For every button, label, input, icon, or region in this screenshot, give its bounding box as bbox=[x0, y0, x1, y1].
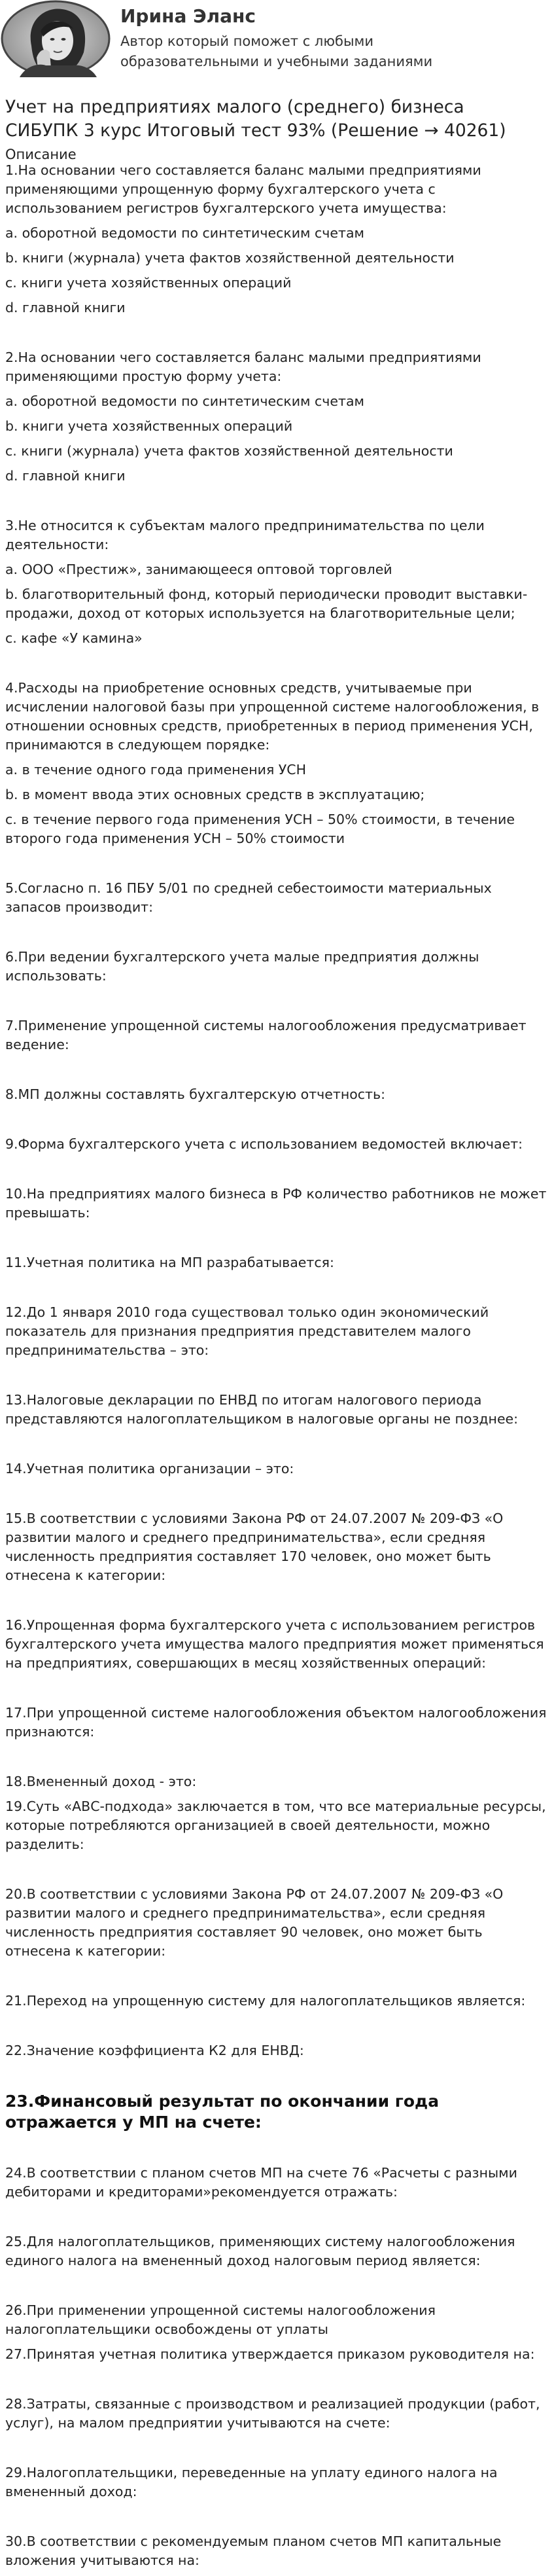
answer-option: b. благотворительный фонд, который периодически проводит выставки-продажи, доход от которых используется на благотворительные цели; bbox=[5, 586, 528, 621]
question-text: 30.В соответствии с рекомендуемым планом счетов МП капитальные вложения учитываются на: bbox=[5, 2533, 502, 2568]
question-text: 20.В соответствии с условиями Закона РФ от 24.07.2007 № 209-ФЗ «О развитии малого и среднего предпринимательства», если средняя численность предприятия составляет 90 человек, оно может быть отнесена к категории: bbox=[5, 1886, 504, 1959]
questions-list bbox=[5, 161, 551, 2576]
author-description: Автор который поможет с любыми образовательными и учебными заданиями bbox=[120, 33, 433, 69]
question-text: 4.Расходы на приобретение основных средств, учитываемые при исчислении налоговой базы при упрощенной системе налогообложения, в отношении основных средств, приобретенных в период применения УСН, принимаются в следующем порядке: bbox=[5, 680, 540, 753]
question-text: 3.Не относится к субъектам малого предпринимательства по цели деятельности: bbox=[5, 518, 485, 552]
question-text: 10.На предприятиях малого бизнеса в РФ количество работников не может превышать: bbox=[5, 1186, 547, 1221]
question-text: 14.Учетная политика организации – это: bbox=[5, 1461, 294, 1476]
question-text: 27.Принятая учетная политика утверждается приказом руководителя на: bbox=[5, 2346, 535, 2362]
answer-option: c. книги учета хозяйственных операций bbox=[5, 275, 292, 291]
description-label: Описание bbox=[5, 147, 77, 162]
question-text: 2.На основании чего составляется баланс малыми предприятиями применяющими простую форму учета: bbox=[5, 349, 481, 384]
question-text: 13.Налоговые декларации по ЕНВД по итогам налогового периода представляются налогоплательщиком в налоговые органы не позднее: bbox=[5, 1392, 519, 1427]
question-text: 16.Упрощенная форма бухгалтерского учета с использованием регистров бухгалтерского учета имущества малого предприятия может применяться на предприятиях, совершающих в месяц хозяйственных операций: bbox=[5, 1617, 544, 1671]
answer-option: a. в течение одного года применения УСН bbox=[5, 762, 307, 778]
question-text: 25.Для налогоплательщиков, применяющих систему налогообложения единого налога на вмененный доход налоговым период является: bbox=[5, 2234, 515, 2268]
question-text-bold: 23.Финансовый результат по окончании года отражается у МП на счете: bbox=[5, 2092, 440, 2132]
answer-option: d. главной книги bbox=[5, 468, 126, 484]
question-text: 29.Налогоплательщики, переведенные на уплату единого налога на вмененный доход: bbox=[5, 2465, 498, 2499]
answer-option: d. главной книги bbox=[5, 300, 126, 315]
question-text: 11.Учетная политика на МП разрабатывается: bbox=[5, 1255, 334, 1270]
answer-option: b. в момент ввода этих основных средств в эксплуатацию; bbox=[5, 787, 425, 802]
question-text: 9.Форма бухгалтерского учета с использованием ведомостей включает: bbox=[5, 1136, 523, 1152]
question-text: 8.МП должны составлять бухгалтерскую отчетность: bbox=[5, 1086, 385, 1102]
question-text: 7.Применение упрощенной системы налогообложения предусматривает ведение: bbox=[5, 1018, 527, 1052]
page-title: Учет на предприятиях малого (среднего) бизнеса СИБУПК 3 курс Итоговый тест 93% (Решение → 40261) bbox=[5, 97, 506, 141]
question-text: 6.При ведении бухгалтерского учета малые предприятия должны использовать: bbox=[5, 949, 479, 984]
answer-option: b. книги (журнала) учета фактов хозяйственной деятельности bbox=[5, 250, 455, 266]
question-text: 28.Затраты, связанные с производством и реализацией продукции (работ, услуг), на малом предприятии учитываются на счете: bbox=[5, 2396, 540, 2431]
question-text: 26.При применении упрощенной системы налогообложения налогоплательщики освобождены от уплаты bbox=[5, 2302, 436, 2337]
answer-option: c. кафе «У камина» bbox=[5, 630, 143, 646]
question-text: 5.Согласно п. 16 ПБУ 5/01 по средней себестоимости материальных запасов производит: bbox=[5, 880, 492, 915]
avatar[interactable] bbox=[0, 0, 111, 77]
author-name[interactable]: Ирина Эланс bbox=[120, 5, 256, 27]
question-text: 21.Переход на упрощенную систему для налогоплательщиков является: bbox=[5, 1993, 526, 2009]
question-text: 12.До 1 января 2010 года существовал только один экономический показатель для признания предприятия представителем малого предпринимательства – это: bbox=[5, 1304, 489, 1358]
question-text: 17.При упрощенной системе налогообложения объектом налогообложения признаются: bbox=[5, 1705, 547, 1740]
question-text: 24.В соответствии с планом счетов МП на счете 76 «Расчеты с разными дебиторами и кредиторами»рекомендуется отражать: bbox=[5, 2165, 517, 2200]
question-text: 1.На основании чего составляется баланс малыми предприятиями применяющими упрощенную форму бухгалтерского учета с использованием регистров бухгалтерского учета имущества: bbox=[5, 162, 481, 216]
question-text: 22.Значение коэффициента К2 для ЕНВД: bbox=[5, 2043, 304, 2058]
answer-option: b. книги учета хозяйственных операций bbox=[5, 418, 293, 434]
question-text: 18.Вмененный доход - это: bbox=[5, 1774, 197, 1789]
author-photo-icon bbox=[0, 0, 111, 77]
answer-option: c. в течение первого года применения УСН – 50% стоимости, в течение второго года применения УСН – 50% стоимости bbox=[5, 812, 515, 846]
question-text: 15.В соответствии с условиями Закона РФ от 24.07.2007 № 209-ФЗ «О развитии малого и среднего предпринимательства», если средняя численность предприятия составляет 170 человек, оно может быть отнесена к категории: bbox=[5, 1511, 504, 1583]
answer-option: a. ООО «Престиж», занимающееся оптовой торговлей bbox=[5, 562, 392, 577]
answer-option: a. оборотной ведомости по синтетическим счетам bbox=[5, 393, 364, 409]
author-header bbox=[0, 0, 554, 79]
answer-option: c. книги (журнала) учета фактов хозяйственной деятельности bbox=[5, 443, 453, 459]
answer-option: a. оборотной ведомости по синтетическим счетам bbox=[5, 225, 364, 241]
question-text: 19.Суть «АВС-подхода» заключается в том, что все материальные ресурсы, которые потребляются организацией в своей деятельности, можно разделить: bbox=[5, 1798, 546, 1852]
